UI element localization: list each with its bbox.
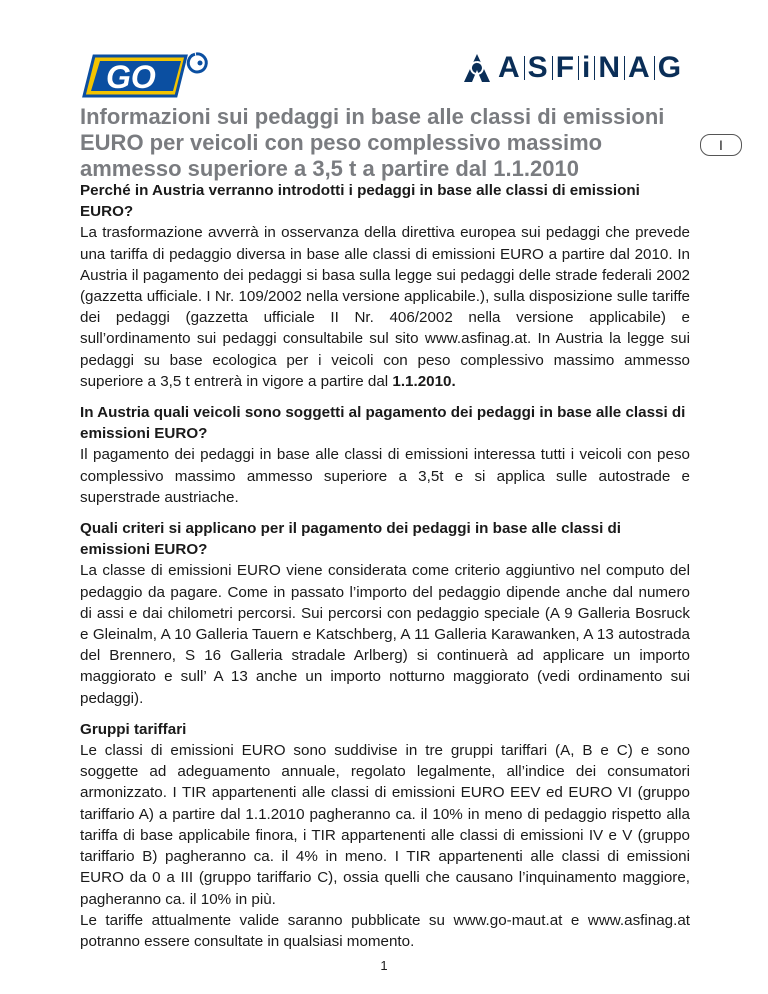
asfinag-logo	[462, 50, 744, 86]
section-heading: Quali criteri si applicano per il pagamento dei pedaggi in base alle classi di emissioni EURO?	[80, 520, 622, 559]
section-criteria	[80, 518, 690, 709]
language-badge: I	[700, 134, 742, 156]
section-tariff-groups	[80, 719, 690, 952]
page-number: 1	[380, 958, 388, 973]
document-body	[80, 180, 690, 962]
section-text: La trasformazione avverrà in osservanza della direttiva europea sui pedaggi che prevede una tariffa di pedaggio diversa in base alle classi di emissioni EURO a partire dal 2010. In Austria il pagamento dei pedaggi si basa sulla legge sui pedaggi delle strade federali 2002 (gazzetta ufficiale. I Nr. 109/2002 nella versione applicabile.), sulla disposizione sulle tariffe dei pedaggi (gazzetta ufficiale II Nr. 406/2002 nella versione applicabile) e sull’ordinamento sui pedaggi consultabile sul sito www.asfinag.at. In Austria la legge sui pedaggi su base ecologica per i veicoli con peso complessivo massimo ammesso superiore a 3,5 t entrerà in vigore a partire dal 1.1.2010.	[80, 224, 690, 390]
date-emphasis: 1.1.2010.	[392, 372, 456, 390]
section-heading: Perché in Austria verranno introdotti i pedaggi in base alle classi di emissioni EURO?	[80, 182, 640, 221]
go-logo	[80, 50, 220, 102]
section-why-euro-tolls	[80, 180, 690, 392]
go-logo-text: GO	[106, 59, 156, 95]
page-title: Informazioni sui pedaggi in base alle classi di emissioni EURO per veicoli con peso complessivo massimo ammesso superiore a 3,5 t a partire dal 1.1.2010	[80, 104, 665, 181]
section-heading: Gruppi tariffari	[80, 720, 187, 738]
section-text: Il pagamento dei pedaggi in base alle classi di emissioni interessa tutti i veicoli con peso complessivo massimo ammesso superiore a 3,5t e si applica sulle autostrade e superstrade austriache.	[80, 446, 690, 506]
section-text: Le classi di emissioni EURO sono suddivise in tre gruppi tariffari (A, B e C) e sono soggette ad adeguamento annuale, regolato legalmente, all’indice dei consumatori armonizzato. I TIR appartenenti alle classi di emissioni EURO EEV ed EURO VI (gruppo tariffario A) a partire dal 1.1.2010 pagheranno ca. il 10% in meno di pedaggio rispetto alla tariffa di base applicabile finora, i TIR appartenenti alle classi di emissioni IV e V (gruppo tariffario B) pagheranno ca. il 4% in meno. I TIR appartenenti alle classi di emissioni EURO da 0 a III (gruppo tariffario C), ossia quelli che causano l’inquinamento maggiore, pagheranno ca. il 10% in più.	[80, 742, 690, 908]
asfinag-mark-icon	[462, 52, 492, 84]
section-text-links: Le tariffe attualmente valide saranno pubblicate su www.go-maut.at e www.asfinag.at potranno essere consultate in qualsiasi momento.	[80, 911, 690, 950]
asfinag-wordmark: A S F i N A G	[498, 51, 683, 84]
section-heading: In Austria quali veicoli sono soggetti al pagamento dei pedaggi in base alle classi di emissioni EURO?	[80, 404, 686, 443]
section-text: La classe di emissioni EURO viene considerata come criterio aggiuntivo nel computo del pedaggio da pagare. Come in passato l’importo del pedaggio dipende anche dal numero di assi e dai chilometri percorsi. Sui percorsi con pedaggio speciale (A 9 Galleria Bosruck e Gleinalm, A 10 Galleria Tauern e Katschberg, A 11 Galleria Karawanken, A 13 autostrada del Brennero, S 16 Galleria stradale Arlberg) si continuerà ad applicare un importo maggiorato e sull’ A 13 anche un importo notturno maggiorato (vedi ordinamento sui pedaggi).	[80, 562, 690, 707]
section-vehicles-affected	[80, 402, 690, 508]
